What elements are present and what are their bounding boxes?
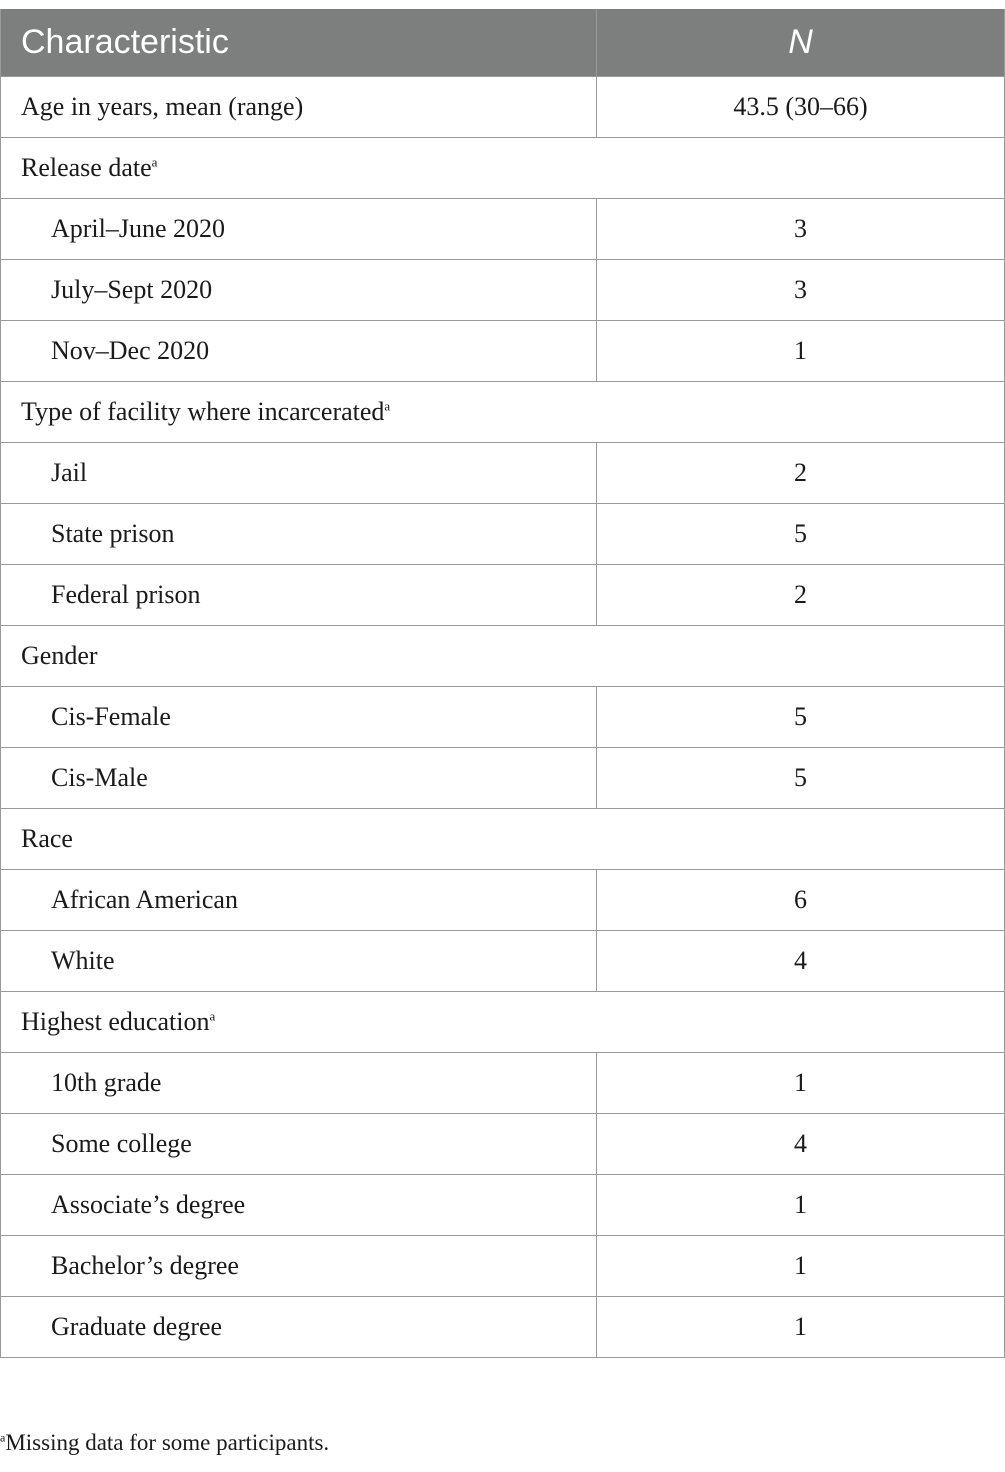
row-label: 10th grade [1, 1053, 597, 1114]
row-value: 2 [597, 443, 1005, 504]
footnote-mark: a [0, 1430, 6, 1445]
table-row [1, 1053, 1005, 1114]
footnote-text: Missing data for some participants. [5, 1430, 330, 1455]
row-label: Graduate degree [1, 1297, 597, 1358]
row-label: Cis-Male [1, 748, 597, 809]
table-row [1, 1114, 1005, 1175]
table-row [1, 565, 1005, 626]
row-value: 4 [597, 931, 1005, 992]
row-label: Bachelor’s degree [1, 1236, 597, 1297]
section-label [1, 138, 1005, 199]
footnote [0, 1430, 329, 1456]
row-label: Jail [1, 443, 597, 504]
table-row [1, 687, 1005, 748]
table-row [1, 1236, 1005, 1297]
characteristics-table [0, 9, 1005, 1358]
row-label: State prison [1, 504, 597, 565]
row-value: 5 [597, 687, 1005, 748]
row-value: 43.5 (30–66) [597, 77, 1005, 138]
row-value: 6 [597, 870, 1005, 931]
section-label [1, 992, 1005, 1053]
header-n: N [597, 9, 1005, 77]
row-value: 5 [597, 748, 1005, 809]
table-row [1, 260, 1005, 321]
row-label: Nov–Dec 2020 [1, 321, 597, 382]
table-row [1, 321, 1005, 382]
table-row [1, 870, 1005, 931]
table-row [1, 931, 1005, 992]
table-row [1, 443, 1005, 504]
row-value: 3 [597, 260, 1005, 321]
section-label-text: Release date [21, 153, 152, 182]
section-label-text: Type of facility where incarcerated [21, 397, 385, 426]
footnote-reference: a [151, 154, 158, 170]
row-label: Associate’s degree [1, 1175, 597, 1236]
table-row [1, 748, 1005, 809]
row-label: White [1, 931, 597, 992]
section-label-text: Highest education [21, 1007, 210, 1036]
row-label: Some college [1, 1114, 597, 1175]
footnote-reference: a [384, 398, 391, 414]
section-label-text: Gender [21, 641, 98, 670]
table-section-row [1, 382, 1005, 443]
table-row [1, 1297, 1005, 1358]
table-header-row [1, 9, 1005, 77]
table-row [1, 504, 1005, 565]
row-value: 1 [597, 1175, 1005, 1236]
table-section-row [1, 809, 1005, 870]
row-label: Cis-Female [1, 687, 597, 748]
section-label [1, 382, 1005, 443]
row-label: Age in years, mean (range) [1, 77, 597, 138]
row-label: African American [1, 870, 597, 931]
table-row [1, 1175, 1005, 1236]
footnote-reference: a [209, 1008, 216, 1024]
row-label: Federal prison [1, 565, 597, 626]
table-section-row [1, 626, 1005, 687]
table-section-row [1, 992, 1005, 1053]
section-label [1, 626, 1005, 687]
row-value: 2 [597, 565, 1005, 626]
table-row [1, 77, 1005, 138]
row-value: 3 [597, 199, 1005, 260]
row-value: 4 [597, 1114, 1005, 1175]
table-body [1, 77, 1005, 1358]
table-row [1, 199, 1005, 260]
section-label [1, 809, 1005, 870]
row-value: 1 [597, 1297, 1005, 1358]
row-value: 1 [597, 1236, 1005, 1297]
section-label-text: Race [21, 824, 73, 853]
characteristics-table-container [0, 9, 1005, 1358]
row-label: April–June 2020 [1, 199, 597, 260]
row-label: July–Sept 2020 [1, 260, 597, 321]
row-value: 5 [597, 504, 1005, 565]
row-value: 1 [597, 321, 1005, 382]
header-characteristic: Characteristic [1, 9, 597, 77]
row-value: 1 [597, 1053, 1005, 1114]
table-section-row [1, 138, 1005, 199]
